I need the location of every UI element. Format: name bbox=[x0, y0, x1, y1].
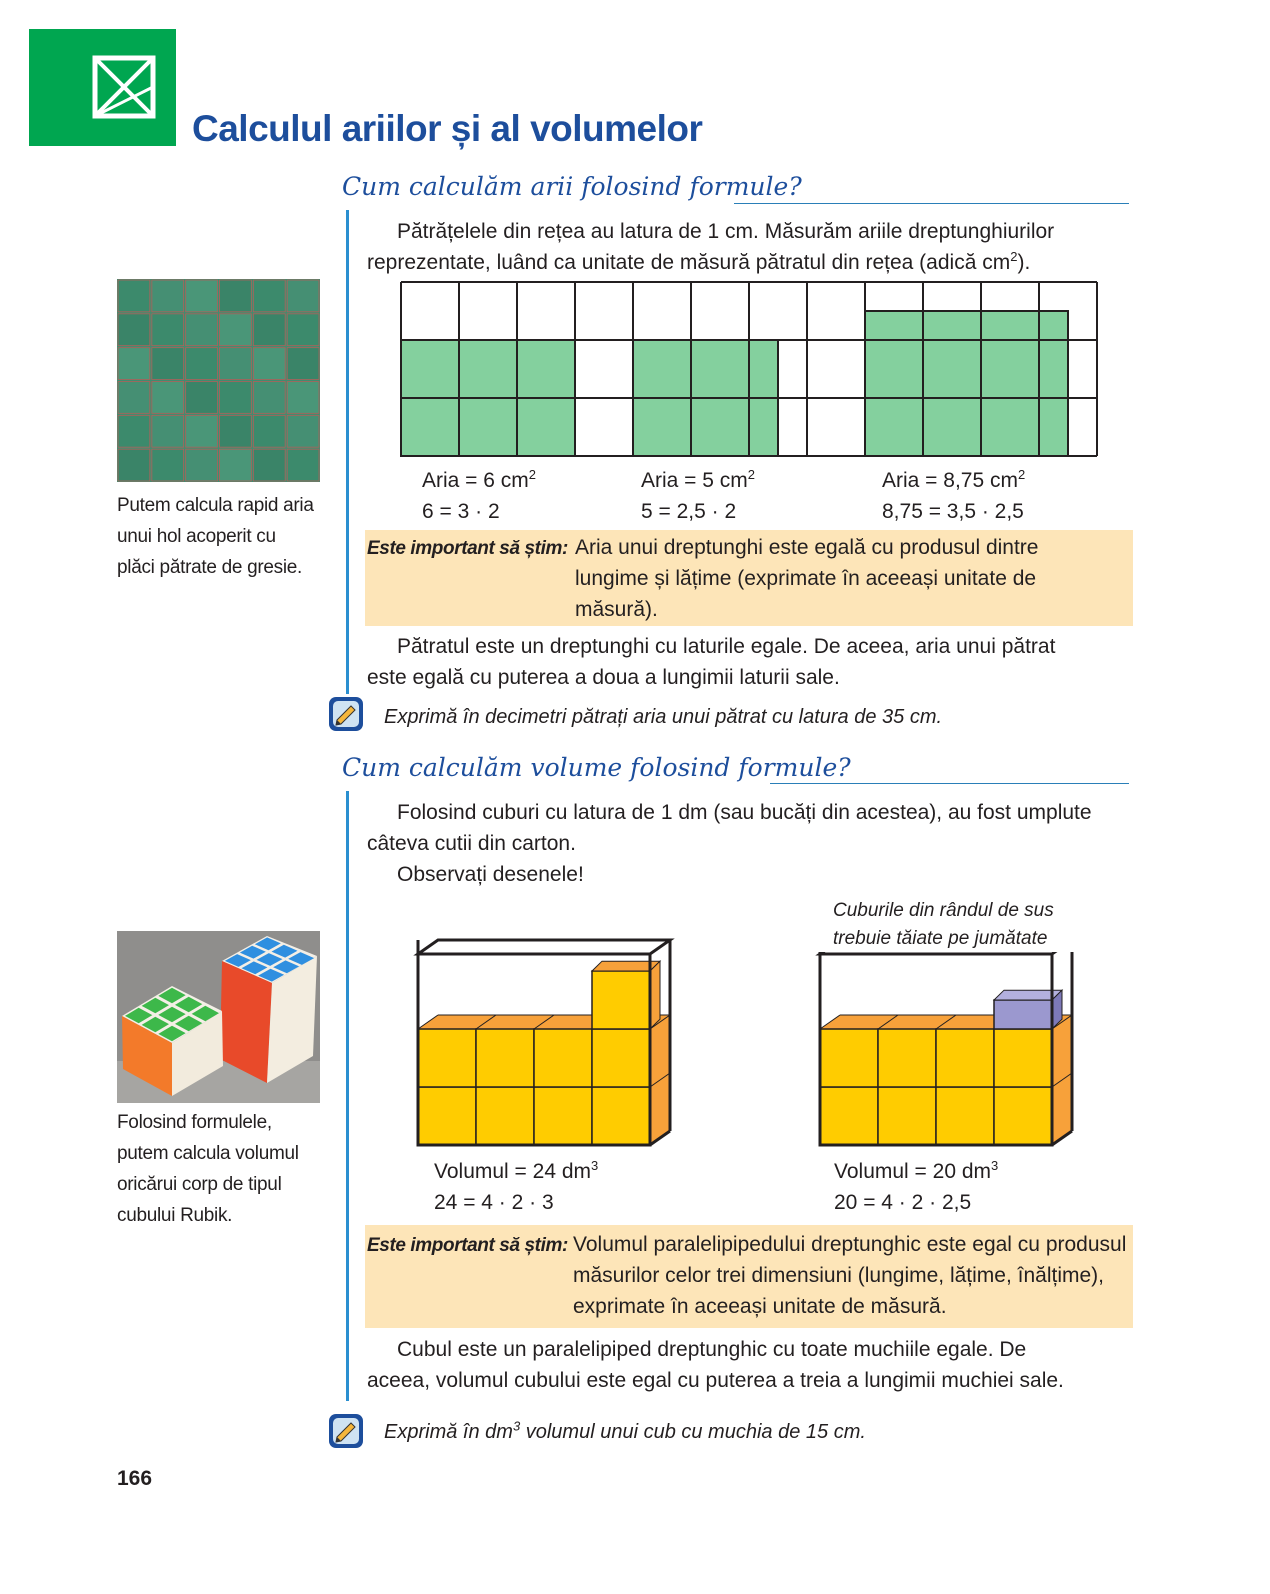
page-title: Calculul ariilor și al volumelor bbox=[192, 108, 703, 149]
tile bbox=[118, 382, 150, 414]
note-text: Aria unui dreptunghi este egală cu produsul dintre lungime și lățime (exprimate în aceeași unitate de măsură). bbox=[575, 536, 1039, 621]
page-number: 166 bbox=[117, 1467, 153, 1490]
tile bbox=[152, 415, 184, 447]
superscript: 2 bbox=[528, 467, 537, 482]
section-title-areas: Cum calculăm arii folosind formule? bbox=[342, 172, 802, 201]
tile bbox=[118, 449, 150, 481]
cube bbox=[476, 1029, 534, 1087]
cube bbox=[476, 1087, 534, 1145]
intro-line-end: ). bbox=[1017, 251, 1031, 274]
cube bbox=[936, 1029, 994, 1087]
tiles-caption bbox=[117, 490, 332, 583]
chapter-logo bbox=[29, 29, 176, 146]
tile bbox=[220, 280, 252, 312]
section-rule bbox=[770, 783, 1129, 784]
tile bbox=[287, 314, 319, 346]
area-label-3 bbox=[882, 465, 1025, 527]
volume-value: Volumul = 24 dm bbox=[434, 1160, 592, 1183]
area-formula: 5 = 2,5 · 2 bbox=[641, 500, 737, 523]
tile bbox=[152, 348, 184, 380]
cube bbox=[592, 1087, 650, 1145]
tile bbox=[220, 415, 252, 447]
superscript: 3 bbox=[991, 1158, 999, 1173]
tile bbox=[152, 314, 184, 346]
box-diagram-2 bbox=[812, 952, 1092, 1155]
box-top-edge bbox=[820, 952, 1072, 954]
area-formula: 6 = 3 · 2 bbox=[422, 500, 500, 523]
caption-line: putem calcula volumul bbox=[117, 1143, 299, 1164]
pencil-task-icon bbox=[327, 1412, 365, 1450]
tile bbox=[253, 382, 285, 414]
tile bbox=[118, 314, 150, 346]
tile bbox=[186, 415, 218, 447]
caption-line: unui hol acoperit cu bbox=[117, 526, 276, 547]
caption-line: cubului Rubik. bbox=[117, 1205, 233, 1226]
paragraph-line: Cubul este un paralelipiped dreptunghic cu toate muchiile egale. De bbox=[397, 1338, 1027, 1361]
box-diagram-1 bbox=[410, 935, 690, 1155]
area-label-1 bbox=[422, 465, 536, 527]
tile bbox=[152, 449, 184, 481]
box-figure-2 bbox=[812, 952, 1092, 1160]
caption-line: plăci pătrate de gresie. bbox=[117, 557, 303, 578]
area-label-2 bbox=[641, 465, 755, 527]
caption-line: oricărui corp de tipul bbox=[117, 1174, 282, 1195]
cube bbox=[878, 1087, 936, 1145]
tiles-photo-image bbox=[117, 279, 320, 482]
section1-paragraph bbox=[367, 631, 1133, 693]
cube bbox=[994, 1087, 1052, 1145]
section1-intro bbox=[367, 216, 1133, 278]
top-cube bbox=[994, 1000, 1052, 1029]
cube bbox=[534, 1029, 592, 1087]
area-value: Aria = 5 cm bbox=[641, 469, 748, 492]
tile bbox=[287, 415, 319, 447]
tile bbox=[220, 382, 252, 414]
intro-line: Folosind cuburi cu latura de 1 dm (sau bucăți din acestea), au fost umplute bbox=[397, 801, 1092, 824]
note-label: Este important să știm: bbox=[367, 1235, 568, 1256]
paragraph-line: aceea, volumul cubului este egal cu puterea a treia a lungimii muchiei sale. bbox=[367, 1369, 1064, 1392]
area-grid-figure bbox=[400, 281, 1100, 464]
note-text: Volumul paralelipipedului dreptunghic este egal cu produsul măsurilor celor trei dimensiuni (lungime, lățime, înălțime), exprimate în aceeași unitate de măsură. bbox=[573, 1233, 1127, 1318]
task-text bbox=[384, 1418, 866, 1444]
pencil-icon bbox=[327, 695, 365, 733]
section-title-volumes: Cum calculăm volume folosind formule? bbox=[342, 753, 851, 782]
tile bbox=[287, 449, 319, 481]
volume-label-2 bbox=[834, 1156, 998, 1218]
cube bbox=[418, 1087, 476, 1145]
rubik-photo-image bbox=[117, 931, 320, 1103]
area-value: Aria = 8,75 cm bbox=[882, 469, 1018, 492]
tile bbox=[253, 348, 285, 380]
tile bbox=[220, 449, 252, 481]
section2-intro bbox=[367, 797, 1133, 890]
tile bbox=[253, 314, 285, 346]
annotation-line: trebuie tăiate pe jumătate bbox=[833, 928, 1048, 949]
area-formula: 8,75 = 3,5 · 2,5 bbox=[882, 500, 1024, 523]
tile bbox=[186, 314, 218, 346]
box-figure-1 bbox=[410, 935, 690, 1160]
cube bbox=[418, 1029, 476, 1087]
important-note-volume bbox=[365, 1225, 1133, 1328]
area-value: Aria = 6 cm bbox=[422, 469, 529, 492]
tile bbox=[118, 415, 150, 447]
paragraph-line: Pătratul este un dreptunghi cu laturile egale. De aceea, aria unui pătrat bbox=[397, 635, 1056, 658]
tile bbox=[253, 415, 285, 447]
tile bbox=[186, 280, 218, 312]
cube bbox=[592, 1029, 650, 1087]
geometry-icon bbox=[29, 29, 176, 146]
tile bbox=[152, 280, 184, 312]
superscript: 2 bbox=[1017, 467, 1026, 482]
intro-line: Pătrățelele din rețea au latura de 1 cm. Măsurăm ariile dreptunghiurilor bbox=[397, 220, 1055, 243]
tiles-photo bbox=[117, 279, 320, 482]
section-margin-bar bbox=[346, 791, 349, 1401]
tile bbox=[118, 280, 150, 312]
tile bbox=[186, 382, 218, 414]
caption-line: Folosind formulele, bbox=[117, 1112, 272, 1133]
tile bbox=[287, 382, 319, 414]
volume-formula: 24 = 4 · 2 · 3 bbox=[434, 1191, 554, 1214]
tile bbox=[118, 348, 150, 380]
volume-value: Volumul = 20 dm bbox=[834, 1160, 992, 1183]
top-cube bbox=[592, 971, 650, 1029]
pencil-task-icon bbox=[327, 695, 365, 733]
task-text-part: volumul unui cub cu muchia de 15 cm. bbox=[520, 1421, 866, 1443]
tile bbox=[220, 348, 252, 380]
tile bbox=[287, 348, 319, 380]
tile bbox=[186, 348, 218, 380]
task-text-part: Exprimă în dm bbox=[384, 1421, 513, 1443]
volume-label-1 bbox=[434, 1156, 598, 1218]
caption-line: Putem calcula rapid aria bbox=[117, 495, 314, 516]
tile bbox=[186, 449, 218, 481]
cubes-annotation bbox=[833, 897, 1054, 953]
section2-paragraph bbox=[367, 1334, 1133, 1396]
tile bbox=[253, 449, 285, 481]
area-grid bbox=[400, 281, 1100, 459]
area-rectangle-3 bbox=[865, 311, 1068, 456]
cube bbox=[994, 1029, 1052, 1087]
intro-line: câteva cutii din carton. bbox=[367, 832, 576, 855]
important-note-area bbox=[365, 530, 1133, 626]
box-top-edge bbox=[418, 940, 670, 954]
intro-line: Observați desenele! bbox=[397, 863, 584, 886]
tile bbox=[253, 280, 285, 312]
superscript: 3 bbox=[591, 1158, 599, 1173]
cube bbox=[534, 1087, 592, 1145]
tile bbox=[220, 314, 252, 346]
pencil-icon bbox=[327, 1412, 365, 1450]
superscript: 2 bbox=[1010, 249, 1018, 264]
paragraph-line: este egală cu puterea a doua a lungimii laturii sale. bbox=[367, 666, 840, 689]
annotation-line: Cuburile din rândul de sus bbox=[833, 900, 1054, 921]
cube bbox=[936, 1087, 994, 1145]
section-margin-bar bbox=[346, 210, 349, 694]
volume-formula: 20 = 4 · 2 · 2,5 bbox=[834, 1191, 972, 1214]
tile bbox=[287, 280, 319, 312]
cube bbox=[820, 1029, 878, 1087]
cube bbox=[820, 1087, 878, 1145]
cube bbox=[878, 1029, 936, 1087]
superscript: 3 bbox=[512, 1418, 521, 1434]
task-text: Exprimă în decimetri pătrați aria unui pătrat cu latura de 35 cm. bbox=[384, 706, 943, 728]
section-rule bbox=[734, 203, 1129, 204]
intro-line: reprezentate, luând ca unitate de măsură pătratul din rețea (adică cm bbox=[367, 251, 1011, 274]
note-label: Este important să știm: bbox=[367, 538, 568, 559]
rubik-caption bbox=[117, 1107, 332, 1231]
tile bbox=[152, 382, 184, 414]
rubik-photo bbox=[117, 931, 320, 1103]
superscript: 2 bbox=[747, 467, 756, 482]
